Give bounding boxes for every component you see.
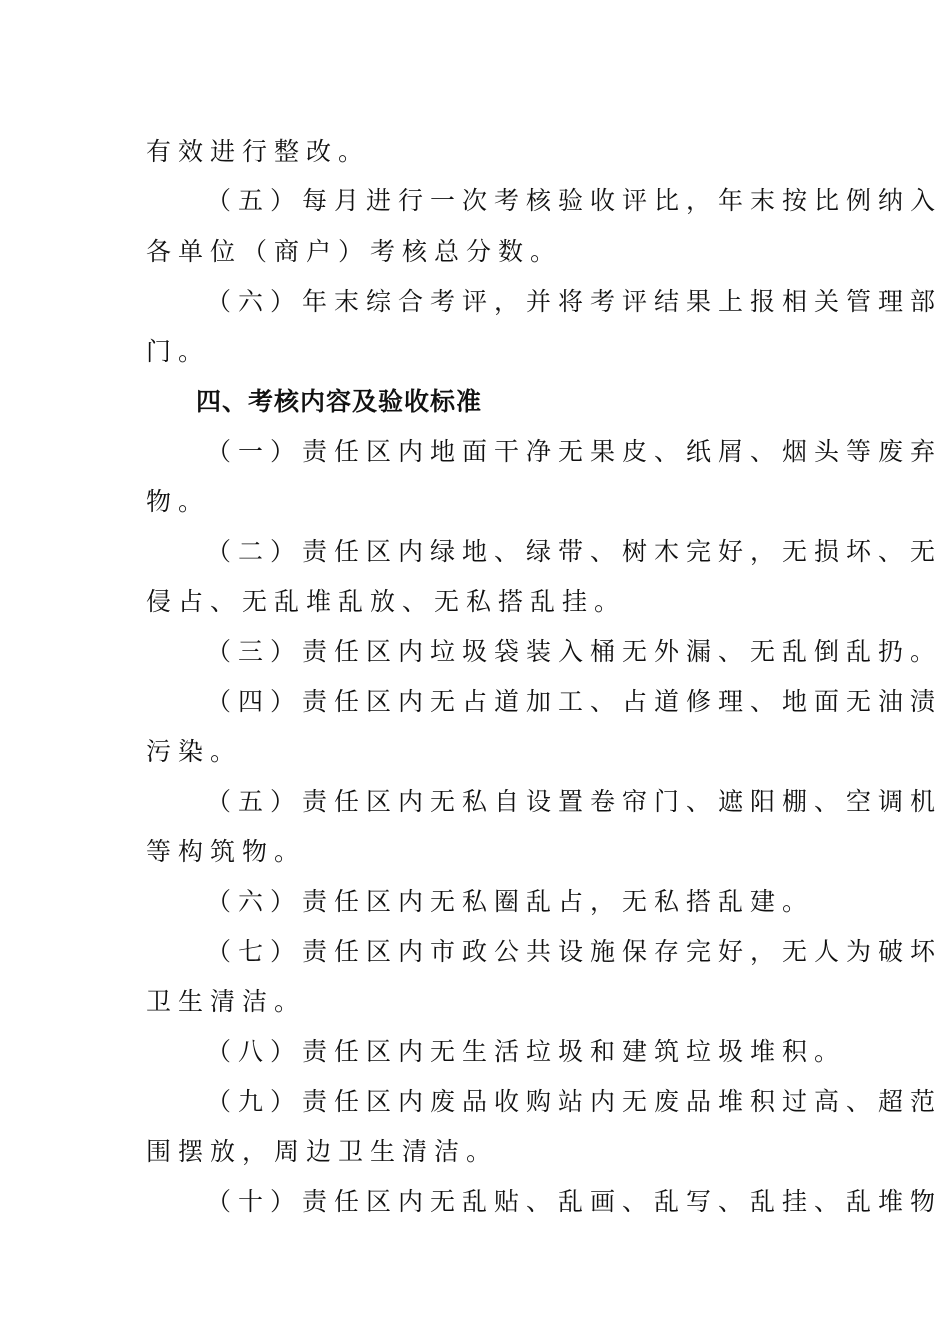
paragraph-line: （二）责任区内绿地、绿带、树木完好，无损坏、无 <box>206 537 943 566</box>
paragraph-line: （五）责任区内无私自设置卷帘门、遮阳棚、空调机 <box>206 787 943 816</box>
paragraph-line: 门。 <box>146 337 211 366</box>
paragraph-line: （九）责任区内废品收购站内无废品堆积过高、超范 <box>206 1087 943 1116</box>
paragraph-line: （三）责任区内垃圾袋装入桶无外漏、无乱倒乱扔。 <box>206 637 943 666</box>
paragraph-line: （五）每月进行一次考核验收评比，年末按比例纳入 <box>206 186 943 215</box>
paragraph-line: 侵占、无乱堆乱放、无私搭乱挂。 <box>146 587 627 616</box>
paragraph-line: 有效进行整改。 <box>146 137 371 166</box>
paragraph-line: 卫生清洁。 <box>146 987 307 1016</box>
paragraph-line: （四）责任区内无占道加工、占道修理、地面无油渍 <box>206 687 943 716</box>
paragraph-line: 物。 <box>146 487 211 516</box>
paragraph-line: （七）责任区内市政公共设施保存完好，无人为破坏 <box>206 937 943 966</box>
paragraph-line: （六）年末综合考评，并将考评结果上报相关管理部 <box>206 287 943 316</box>
paragraph-line: （十）责任区内无乱贴、乱画、乱写、乱挂、乱堆物 <box>206 1187 943 1216</box>
paragraph-line: 污染。 <box>146 737 243 766</box>
paragraph-line: 各单位（商户）考核总分数。 <box>146 237 563 266</box>
section-heading: 四、考核内容及验收标准 <box>196 387 483 416</box>
paragraph-line: 围摆放，周边卫生清洁。 <box>146 1137 499 1166</box>
paragraph-line: （八）责任区内无生活垃圾和建筑垃圾堆积。 <box>206 1037 847 1066</box>
paragraph-line: （六）责任区内无私圈乱占，无私搭乱建。 <box>206 887 815 916</box>
paragraph-line: （一）责任区内地面干净无果皮、纸屑、烟头等废弃 <box>206 437 943 466</box>
paragraph-line: 等构筑物。 <box>146 837 307 866</box>
